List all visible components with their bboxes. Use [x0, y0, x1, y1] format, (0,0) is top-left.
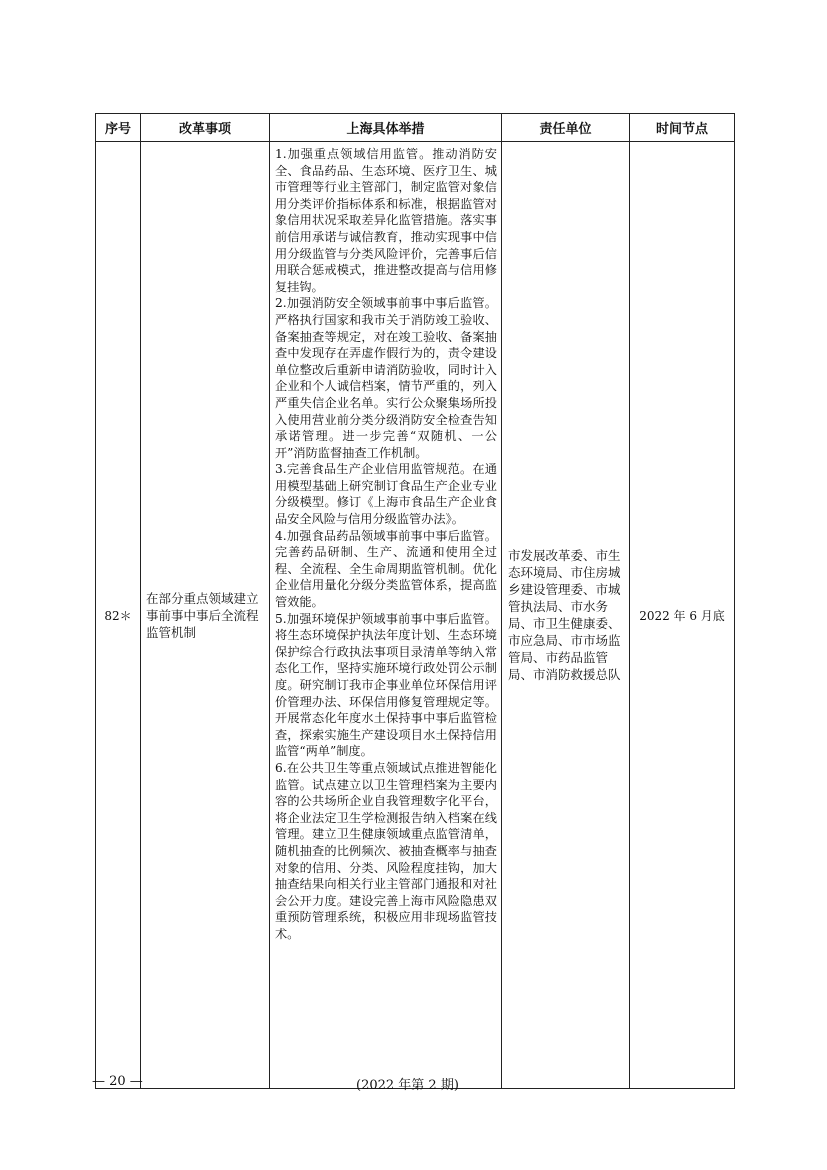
- page-number: — 20 —: [92, 1074, 143, 1089]
- measure-paragraph: 2.加强消防安全领域事前事中事后监管。严格执行国家和我市关于消防竣工验收、备案抽查等规定，对在竣工验收、备案抽查中发现存在弄虚作假行为的，责令建设单位整改后重新申请消防验收，同时计入企业和个人诚信档案，情节严重的，列入严重失信企业名单。实行公众聚集场所投入使用营业前分类分级消防安全检查告知承诺管理。进一步完善“双随机、一公开”消防监督抽查工作机制。: [275, 296, 497, 460]
- responsible-units: 市发展改革委、市生态环境局、市住房城乡建设管理委、市城管执法局、市水务局、市卫生健康委、市应急局、市市场监管局、市药品监管局、市消防救援总队: [502, 142, 630, 1089]
- measure-paragraph: 3.完善食品生产企业信用监管规范。在通用模型基础上研究制订食品生产企业专业分级模型。修订《上海市食品生产企业食品安全风险与信用分级监管办法》。: [275, 462, 497, 527]
- measures-cell: [270, 142, 502, 1089]
- measure-paragraph: 4.加强食品药品领域事前事中事后监管。完善药品研制、生产、流通和使用全过程、全流程、全生命周期监管机制。优化企业信用量化分级分类监管体系，提高监管效能。: [275, 528, 497, 610]
- row-number: 82＊: [96, 142, 141, 1089]
- header-dept: 责任单位: [502, 114, 630, 142]
- table-row: [96, 142, 735, 1089]
- reform-item: 在部分重点领域建立事前事中事后全流程监管机制: [141, 142, 270, 1089]
- deadline: 2022 年 6 月底: [630, 142, 735, 1089]
- header-time: 时间节点: [630, 114, 735, 142]
- header-measures: 上海具体举措: [270, 114, 502, 142]
- reform-table: [95, 113, 735, 1089]
- table-header-row: [96, 114, 735, 142]
- measure-paragraph: 5.加强环境保护领域事前事中事后监管。将生态环境保护执法年度计划、生态环境保护综合行政执法事项目录清单等纳入常态化工作，坚持实施环境行政处罚公示制度。研究制订我市企事业单位环保信用评价管理办法、环保信用修复管理规定等。开展常态化年度水土保持事中事后监管检查，探索实施生产建设项目水土保持信用监管“两单”制度。: [275, 611, 497, 759]
- issue-label: (2022 年第 2 期): [356, 1078, 459, 1093]
- measure-paragraph: 6.在公共卫生等重点领域试点推进智能化监管。试点建立以卫生管理档案为主要内容的公共场所企业自我管理数字化平台，将企业法定卫生学检测报告纳入档案在线管理。建立卫生健康领域重点监管清单，随机抽查的比例频次、被抽查概率与抽查对象的信用、分类、风险程度挂钩，加大抽查结果向相关行业主管部门通报和对社会公开力度。建设完善上海市风险隐患双重预防管理系统，积极应用非现场监管技术。: [275, 760, 497, 941]
- header-item: 改革事项: [141, 114, 270, 142]
- measure-paragraph: 1.加强重点领域信用监管。推动消防安全、食品药品、生态环境、医疗卫生、城市管理等行业主管部门，制定监管对象信用分类评价指标体系和标准，根据监管对象信用状况采取差异化监管措施。落实事前信用承诺与诚信教育，推动实现事中信用分级监管与分类风险评价，完善事后信用联合惩戒模式，推进整改提高与信用修复挂钩。: [275, 147, 497, 294]
- header-no: 序号: [96, 114, 141, 142]
